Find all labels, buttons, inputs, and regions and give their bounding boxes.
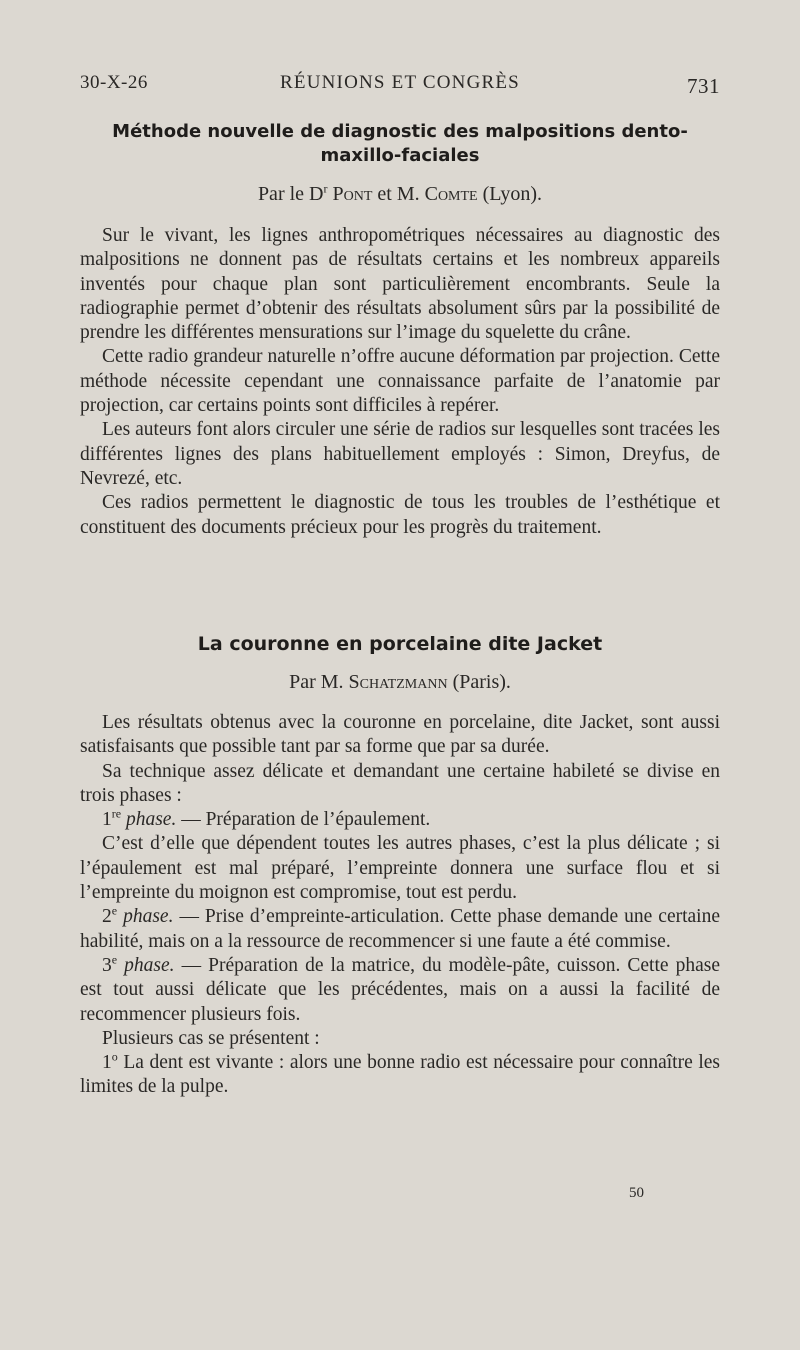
paragraph: Les résultats obtenus avec la couronne en porcelaine, dite Jacket, sont aussi satisfaisants que possible tant par sa forme que par sa durée. [80, 712, 720, 758]
author-name: Pont [332, 183, 373, 205]
author-name: Schatzmann [348, 671, 448, 693]
phase-paragraph [80, 905, 720, 954]
phase-text: — Préparation de l’épaulement. [176, 809, 431, 831]
header-page-number: 731 [687, 74, 720, 98]
phase-label: phase. [124, 954, 175, 976]
byline-suffix: (Lyon). [477, 183, 543, 205]
phase-number: 1 [102, 809, 112, 831]
article2-body [80, 711, 720, 1100]
case-text: La dent est vivante : alors une bonne radio est nécessaire pour connaître les limites de la pulpe. [80, 1052, 720, 1098]
case-paragraph [80, 1051, 720, 1100]
byline-suffix: (Paris). [447, 671, 511, 693]
phase-text: — Préparation de la matrice, du modèle-pâte, cuisson. Cette phase est tout aussi délicate que les précédentes, mais on a aussi la facilité de recommencer plusieurs fois. [80, 954, 720, 1025]
phase-sup: e [111, 903, 118, 918]
running-header [80, 68, 720, 100]
paragraph: Sur le vivant, les lignes anthropométriques nécessaires au diagnostic des malpositions ne donnent pas de résultats certains et les nombreux appareils inventés pour chaque plan sont particulièrement encombrants. Seule la radiographie permet d’obtenir des résultats absolument sûrs par la possibilité de prendre les différentes mensurations sur l’image du squelette du crâne. [80, 225, 720, 344]
article2-byline [80, 671, 720, 694]
phase-label: phase. [123, 906, 174, 928]
article1-title-line2: maxillo-faciales [320, 145, 480, 166]
phase-paragraph [80, 808, 720, 832]
byline-sup: r [323, 181, 328, 196]
article1-body [80, 224, 720, 540]
paragraph: Les auteurs font alors circuler une série de radios sur lesquelles sont tracées les différentes lignes des plans habituellement employés : Simon, Dreyfus, de Nevrezé, etc. [80, 419, 720, 489]
article1-title-line1: Méthode nouvelle de diagnostic des malpositions dento- [112, 121, 688, 142]
article2-title: La couronne en porcelaine dite Jacket [197, 633, 603, 655]
phase-label: phase. [125, 809, 177, 831]
header-date: 30-X-26 [80, 72, 148, 93]
case-number: 1 [102, 1052, 112, 1074]
article1-title [100, 120, 700, 168]
author-name: Comte [424, 183, 478, 205]
paragraph: Plusieurs cas se présentent : [102, 1027, 320, 1049]
phase-paragraph [80, 954, 720, 1027]
case-sup: o [111, 1049, 118, 1064]
phase-number: 2 [102, 906, 112, 928]
phase-number: 3 [102, 954, 112, 976]
byline-prefix: Par M. [289, 671, 349, 693]
phase-sup: e [111, 952, 118, 967]
phase-text: — Prise d’empreinte-articulation. Cette phase demande une certaine habilité, mais on a la ressource de recommencer si une faute a été commise. [80, 906, 721, 952]
signature-mark: 50 [629, 1185, 644, 1201]
byline-mid: et M. [372, 183, 425, 205]
article1-byline [80, 183, 720, 206]
header-running-title: RÉUNIONS ET CONGRÈS [280, 72, 520, 93]
paragraph: Ces radios permettent le diagnostic de tous les troubles de l’esthétique et constituent des documents précieux pour les progrès du traitement. [80, 492, 720, 538]
paragraph: C’est d’elle que dépendent toutes les autres phases, c’est la plus délicate ; si l’épaulement est mal préparé, l’empreinte donnera une surface flou et si l’empreinte du moignon est compromise, tout est perdu. [80, 833, 720, 904]
paragraph: Cette radio grandeur naturelle n’offre aucune déformation par projection. Cette méthode nécessite cependant une connaissance parfaite de l’anatomie par projection, car certains points sont difficiles à repérer. [80, 346, 720, 417]
phase-sup: re [111, 806, 122, 821]
byline-prefix: Par le D [257, 183, 324, 205]
paragraph: Sa technique assez délicate et demandant une certaine habileté se divise en trois phases : [80, 760, 720, 806]
